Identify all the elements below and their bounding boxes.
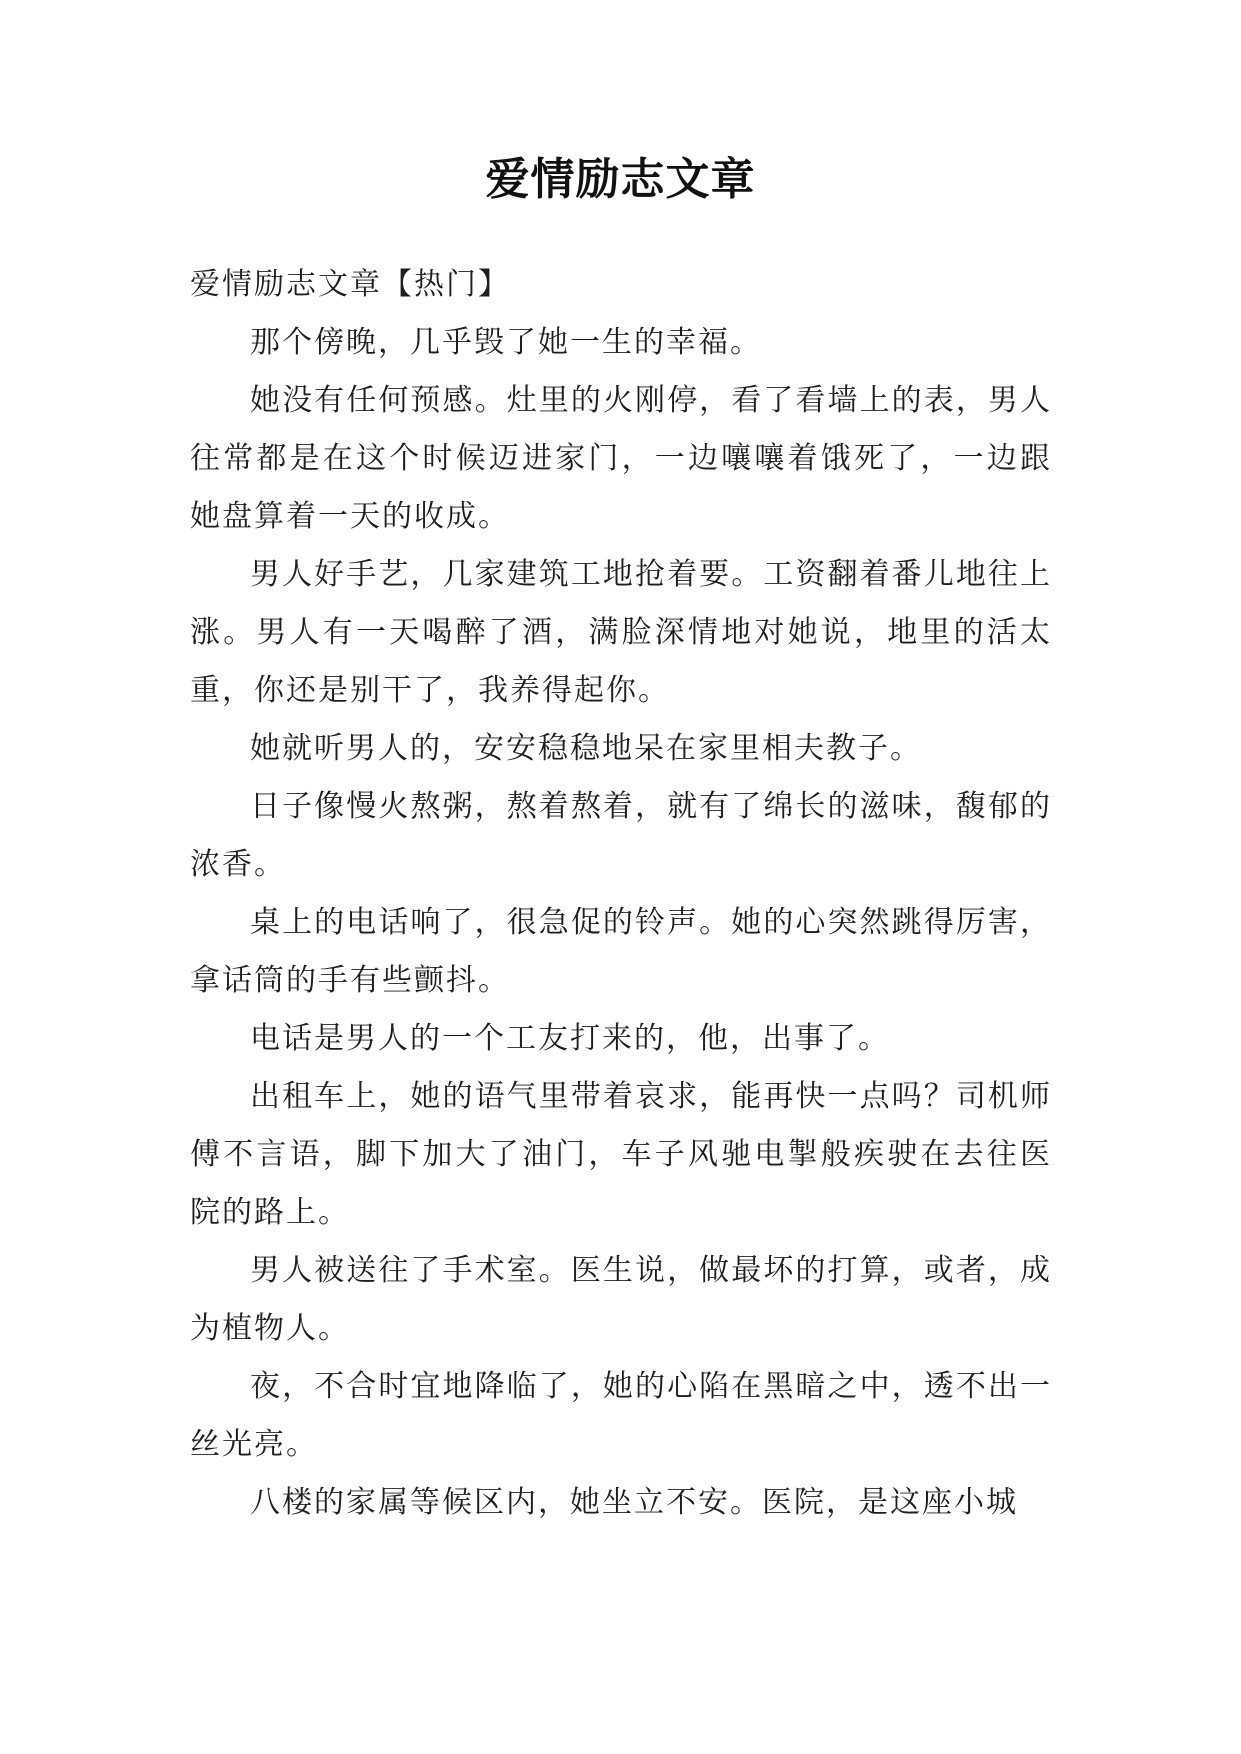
paragraph: 出租车上，她的语气里带着哀求，能再快一点吗？司机师傅不言语，脚下加大了油门，车子风驰电掣般疾驶在去往医院的路上。 xyxy=(190,1079,1052,1230)
document-title: 爱情励志文章 xyxy=(485,154,756,205)
paragraph: 那个傍晚，几乎毁了她一生的幸福。 xyxy=(250,325,762,360)
paragraph: 男人好手艺，几家建筑工地抢着要。工资翻着番儿地往上涨。男人有一天喝醉了酒，满脸深情地对她说，地里的活太重，你还是别干了，我养得起你。 xyxy=(190,557,1052,708)
paragraph: 电话是男人的一个工友打来的，他，出事了。 xyxy=(250,1021,890,1056)
paragraph: 男人被送往了手术室。医生说，做最坏的打算，或者，成为植物人。 xyxy=(190,1253,1052,1346)
paragraph: 她没有任何预感。灶里的火刚停，看了看墙上的表，男人往常都是在这个时候迈进家门，一边嚷嚷着饿死了，一边跟她盘算着一天的收成。 xyxy=(190,383,1052,534)
document-subtitle: 爱情励志文章【热门】 xyxy=(190,267,510,302)
paragraph: 夜，不合时宜地降临了，她的心陷在黑暗之中，透不出一丝光亮。 xyxy=(190,1369,1052,1462)
paragraph: 八楼的家属等候区内，她坐立不安。医院，是这座小城 xyxy=(250,1485,1018,1520)
paragraph: 日子像慢火熬粥，熬着熬着，就有了绵长的滋味，馥郁的浓香。 xyxy=(190,789,1052,882)
document-body xyxy=(190,256,1052,1532)
paragraph: 桌上的电话响了，很急促的铃声。她的心突然跳得厉害，拿话筒的手有些颤抖。 xyxy=(190,905,1052,998)
paragraph: 她就听男人的，安安稳稳地呆在家里相夫教子。 xyxy=(250,731,922,766)
